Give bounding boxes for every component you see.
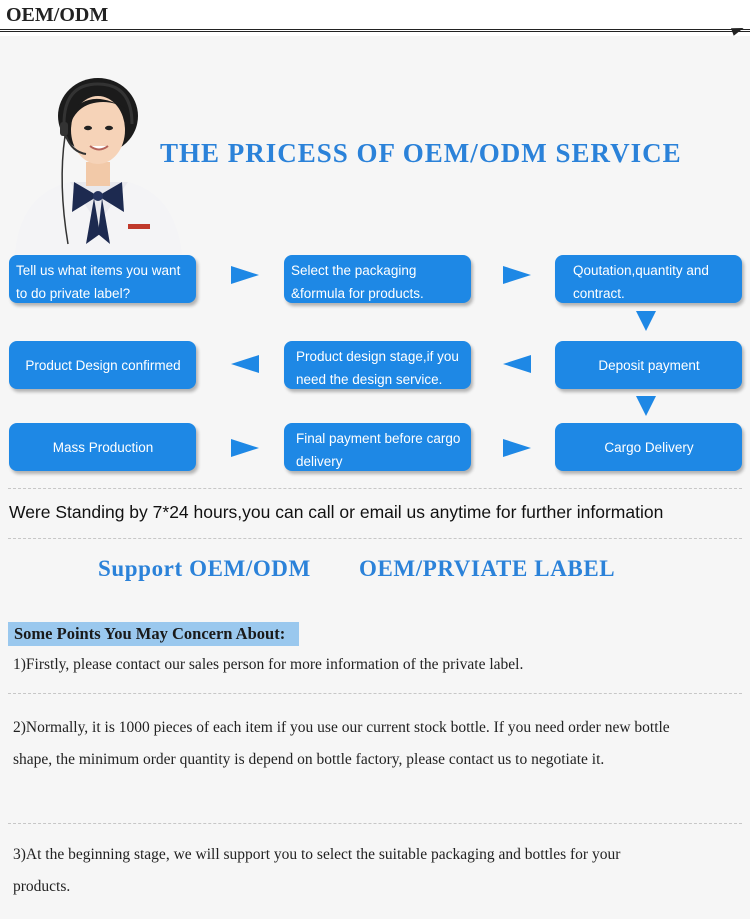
point-item: 1)Firstly, please contact our sales person for more information of the private label.	[13, 656, 524, 673]
arrow-left-icon	[503, 355, 531, 373]
divider	[8, 823, 742, 824]
step-final-payment: Final payment before cargo delivery	[284, 423, 471, 471]
point-item: 3)At the beginning stage, we will support you to select the suitable packaging and bottles for your products.	[13, 846, 621, 895]
arrow-left-icon	[231, 355, 259, 373]
arrow-right-icon	[231, 439, 259, 457]
step-design-stage: Product design stage,if you need the design service.	[284, 341, 471, 389]
standby-note: Were Standing by 7*24 hours,you can call or email us anytime for further information	[9, 502, 664, 522]
step-select-packaging: Select the packaging &formula for products.	[284, 255, 471, 303]
section-title: OEM/ODM	[6, 4, 109, 26]
step-cargo-delivery: Cargo Delivery	[555, 423, 742, 471]
divider	[8, 538, 742, 539]
section-header	[0, 0, 750, 36]
support-oem-odm: Support OEM/ODM	[98, 556, 311, 581]
page-title: THE PRICESS OF OEM/ODM SERVICE	[160, 138, 682, 168]
concern-heading: Some Points You May Concern About:	[8, 622, 299, 646]
step-mass-production: Mass Production	[9, 423, 196, 471]
arrow-down-icon	[636, 311, 656, 331]
customer-service-agent-image	[10, 74, 185, 254]
header-arrow-icon	[731, 24, 745, 36]
support-private-label: OEM/PRVIATE LABEL	[359, 556, 616, 581]
header-rule	[0, 31, 750, 32]
step-design-confirmed: Product Design confirmed	[9, 341, 196, 389]
arrow-right-icon	[231, 266, 259, 284]
step-quotation: Qoutation,quantity and contract.	[555, 255, 742, 303]
arrow-right-icon	[503, 439, 531, 457]
step-tell-items: Tell us what items you want to do private label?	[9, 255, 196, 303]
step-deposit-payment: Deposit payment	[555, 341, 742, 389]
divider	[8, 488, 742, 489]
header-rule	[0, 29, 750, 30]
arrow-right-icon	[503, 266, 531, 284]
divider	[8, 693, 742, 694]
arrow-down-icon	[636, 396, 656, 416]
point-item: 2)Normally, it is 1000 pieces of each item if you use our current stock bottle. If you need order new bottle shape, the minimum order quantity is depend on bottle factory, please contact us to negotiate it.	[13, 719, 670, 768]
